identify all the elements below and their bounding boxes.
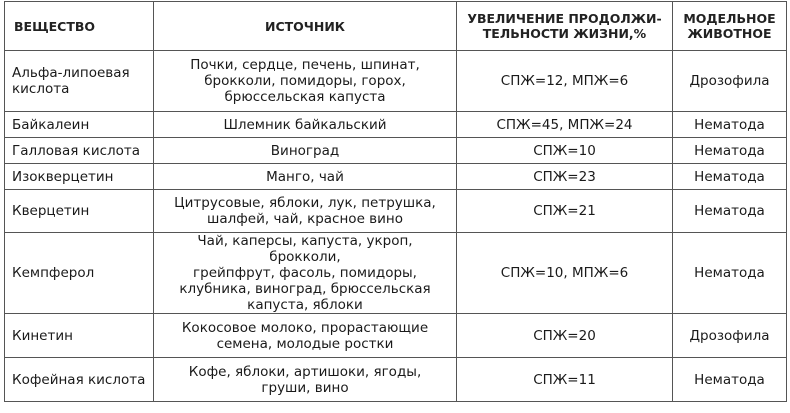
cell-source: Почки, сердце, печень, шпинат, брокколи, помидоры, горох, брюссельская капуста — [154, 51, 457, 112]
table-row — [5, 164, 787, 190]
table-row — [5, 190, 787, 233]
table-row — [5, 112, 787, 138]
cell-model-animal: Нематода — [673, 358, 787, 402]
cell-lifespan-increase: СПЖ=20 — [457, 314, 673, 358]
table-header-row — [5, 2, 787, 51]
table-row — [5, 51, 787, 112]
cell-substance: Альфа-липоевая кислота — [5, 51, 154, 112]
table-row — [5, 233, 787, 314]
cell-source: Цитрусовые, яблоки, лук, петрушка, шалфей, чай, красное вино — [154, 190, 457, 233]
cell-lifespan-increase: СПЖ=10, МПЖ=6 — [457, 233, 673, 314]
cell-lifespan-increase: СПЖ=10 — [457, 138, 673, 164]
cell-source: Шлемник байкальский — [154, 112, 457, 138]
cell-substance: Байкалеин — [5, 112, 154, 138]
header-substance: ВЕЩЕСТВО — [5, 2, 154, 51]
cell-model-animal: Нематода — [673, 138, 787, 164]
cell-source: Кокосовое молоко, прорастающие семена, молодые ростки — [154, 314, 457, 358]
cell-model-animal: Нематода — [673, 190, 787, 233]
lifespan-table-container — [4, 1, 786, 402]
cell-lifespan-increase: СПЖ=23 — [457, 164, 673, 190]
lifespan-substances-table — [4, 1, 787, 402]
cell-substance: Галловая кислота — [5, 138, 154, 164]
header-lifespan-increase: УВЕЛИЧЕНИЕ ПРОДОЛЖИ- ТЕЛЬНОСТИ ЖИЗНИ,% — [457, 2, 673, 51]
cell-substance: Кемпферол — [5, 233, 154, 314]
cell-source: Виноград — [154, 138, 457, 164]
cell-substance: Кинетин — [5, 314, 154, 358]
table-row — [5, 138, 787, 164]
cell-model-animal: Нематода — [673, 164, 787, 190]
cell-source: Манго, чай — [154, 164, 457, 190]
cell-substance: Кофейная кислота — [5, 358, 154, 402]
cell-model-animal: Нематода — [673, 233, 787, 314]
cell-model-animal: Дрозофила — [673, 314, 787, 358]
cell-source: Кофе, яблоки, артишоки, ягоды, груши, вино — [154, 358, 457, 402]
cell-source: Чай, каперсы, капуста, укроп, брокколи, грейпфрут, фасоль, помидоры, клубника, виноград, брюссельская капуста, яблоки — [154, 233, 457, 314]
header-source: ИСТОЧНИК — [154, 2, 457, 51]
table-row — [5, 358, 787, 402]
cell-lifespan-increase: СПЖ=21 — [457, 190, 673, 233]
cell-model-animal: Дрозофила — [673, 51, 787, 112]
cell-lifespan-increase: СПЖ=11 — [457, 358, 673, 402]
cell-substance: Изокверцетин — [5, 164, 154, 190]
cell-substance: Кверцетин — [5, 190, 154, 233]
cell-model-animal: Нематода — [673, 112, 787, 138]
cell-lifespan-increase: СПЖ=12, МПЖ=6 — [457, 51, 673, 112]
cell-lifespan-increase: СПЖ=45, МПЖ=24 — [457, 112, 673, 138]
table-row — [5, 314, 787, 358]
header-model-animal: МОДЕЛЬНОЕ ЖИВОТНОЕ — [673, 2, 787, 51]
